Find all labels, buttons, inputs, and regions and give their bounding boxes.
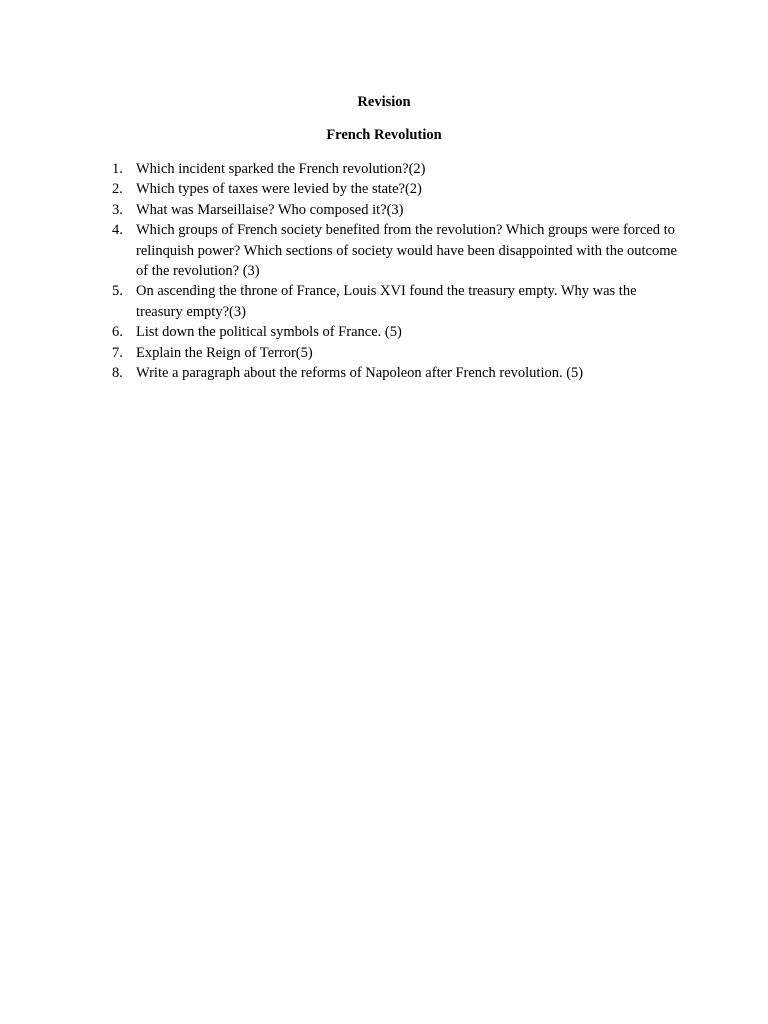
question-item	[112, 281, 684, 322]
question-number: 2.	[112, 181, 123, 198]
question-number: 4.	[112, 222, 123, 239]
question-text: Which groups of French society benefited from the revolution? Which groups were forced to relinquish power? Which sections of society would have been disappointed with the outcome of the revolution? (3)	[136, 222, 677, 280]
question-item	[112, 343, 684, 363]
question-number: 8.	[112, 365, 123, 382]
question-text: On ascending the throne of France, Louis XVI found the treasury empty. Why was the treasury empty?(3)	[136, 283, 637, 320]
document-subtitle: French Revolution	[326, 127, 442, 143]
question-text: Write a paragraph about the reforms of Napoleon after French revolution. (5)	[136, 365, 584, 382]
question-item	[112, 179, 684, 199]
question-item	[112, 159, 684, 179]
question-number: 3.	[112, 201, 123, 218]
question-number: 7.	[112, 344, 123, 361]
question-number: 5.	[112, 283, 123, 300]
question-text: What was Marseillaise? Who composed it?(3)	[136, 201, 404, 218]
question-item	[112, 200, 684, 220]
question-text: Explain the Reign of Terror(5)	[136, 344, 313, 361]
question-number: 6.	[112, 324, 123, 341]
question-list	[112, 159, 684, 383]
question-number: 1.	[112, 161, 123, 177]
question-item	[112, 322, 684, 342]
question-item	[112, 220, 684, 281]
question-text: Which incident sparked the French revolution?(2)	[136, 161, 426, 177]
question-text: List down the political symbols of France. (5)	[136, 324, 402, 341]
question-text: Which types of taxes were levied by the state?(2)	[136, 181, 422, 198]
document-title: Revision	[357, 94, 411, 110]
question-item	[112, 363, 684, 383]
